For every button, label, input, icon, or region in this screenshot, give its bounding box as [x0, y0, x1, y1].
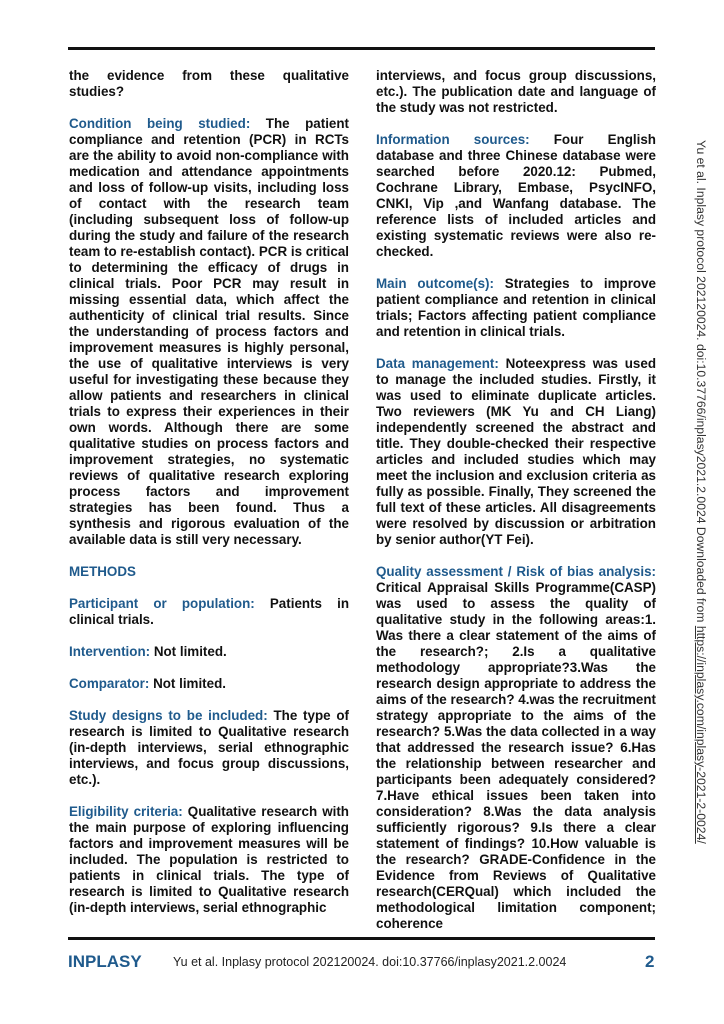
- intro-tail: the evidence from these qualitative studies?: [69, 68, 349, 99]
- section-label: Condition being studied:: [69, 116, 251, 131]
- methods-heading: METHODS: [69, 564, 136, 579]
- section-text: Noteexpress was used to manage the included studies. Firstly, it was used to eliminate duplicate articles. Two reviewers (MK Yu and CH Liang) independently screened the abstract and title. They double-checked their respective articles and included studies which may meet the inclusion and exclusion criteria as fully as possible. Finally, They screened the full text of these articles. All disagreements were resolved by discussion or arbitration by senior author(YT Fei).: [376, 356, 656, 547]
- section-condition: [69, 116, 349, 548]
- section-intervention: [69, 644, 349, 660]
- footer-brand: INPLASY: [68, 952, 142, 971]
- section-quality-assessment: [376, 564, 656, 932]
- right-column: [376, 68, 656, 948]
- section-text: Not limited.: [149, 676, 226, 691]
- section-information-sources: [376, 132, 656, 260]
- section-text: Critical Appraisal Skills Programme(CASP) was used to assess the quality of qualitative study in the following areas:1. Was there a clear statement of the aims of the research?; 2.Is a qualitative methodology appropriate?3.Was the research design appropriate to address the aims of the research? 4.was the recruitment strategy appropriate to the aims of the research? 5.Was the data collected in a way that addressed the research issue? 6.Has the relationship between researcher and participants been adequately considered? 7.Have ethical issues been taken into consideration? 8.Was the data analysis sufficiently rigorous? 9.Is there a clear statement of findings? 10.How valuable is the research? GRADE-Confidence in the Evidence from Reviews of Qualitative research(CERQual) which included the methodological limitation component; coherence: [376, 580, 656, 931]
- section-text: Strategies to improve patient compliance and retention in clinical trials; Factors affecting patient compliance and retention in clinical trials.: [376, 276, 656, 339]
- section-comparator: [69, 676, 349, 692]
- section-main-outcomes: [376, 276, 656, 340]
- section-text: Patients in clinical trials.: [69, 596, 350, 627]
- section-label: Study designs to be included:: [69, 708, 268, 723]
- section-label: Comparator:: [69, 676, 150, 691]
- side-download-note: [690, 140, 710, 900]
- section-eligibility: [69, 804, 349, 916]
- download-link[interactable]: https://inplasy.com/inplasy-2021-2-0024/: [694, 625, 708, 844]
- bottom-rule: [68, 937, 655, 940]
- section-label: Main outcome(s):: [376, 276, 494, 291]
- section-data-management: [376, 356, 656, 548]
- side-note-text: Yu et al. Inplasy protocol 202120024. doi:10.37766/inplasy2021.2.0024 Downloaded from: [694, 140, 708, 626]
- section-label: Quality assessment / Risk of bias analysis:: [376, 564, 656, 579]
- section-text: Four English database and three Chinese database were searched before 2020.12: Pubmed, Cochrane Library, Embase, PsycINFO, CNKI, Vip ,and Wanfang database. The reference lists of included articles and existing systematic reviews were also re-checked.: [376, 132, 656, 259]
- section-label: Information sources:: [376, 132, 530, 147]
- section-text: Not limited.: [150, 644, 227, 659]
- page-number: 2: [645, 952, 655, 971]
- section-label: Intervention:: [69, 644, 151, 659]
- left-column: [69, 68, 349, 932]
- section-label: Participant or population:: [69, 596, 255, 611]
- section-participant: [69, 596, 349, 628]
- section-text: Qualitative research with the main purpose of exploring influencing factors and improvement measures will be included. The population is restricted to patients in clinical trials. The type of research is limited to Qualitative research (in-depth interviews, serial ethnographic: [69, 804, 349, 915]
- section-study-designs: [69, 708, 349, 788]
- eligibility-tail: interviews, and focus group discussions, etc.). The publication date and language of the study was not restricted.: [376, 68, 656, 115]
- section-text: The type of research is limited to Qualitative research (in-depth interviews, serial ethnographic interviews, and focus group discussions, etc.).: [69, 708, 349, 787]
- section-label: Eligibility criteria:: [69, 804, 183, 819]
- section-label: Data management:: [376, 356, 499, 371]
- top-rule: [68, 47, 655, 50]
- section-text: The patient compliance and retention (PCR) in RCTs are the ability to avoid non-compliance with medication and attendance appointments and loss of follow-up visits, including loss of contact with the research team (including subsequent loss of follow-up during the study and failure of the research team to re-establish contact). PCR is critical to determining the efficacy of drugs in clinical trials. Poor PCR may result in missing essential data, which affect the authenticity of clinical trial results. Since the understanding of process factors and improvement measures is highly personal, the use of qualitative interviews is very useful for investigating these because they allow patients and researchers in clinical trials to express their experiences in their own words. Although there are some qualitative studies on process factors and improvement strategies, no systematic reviews of qualitative research exploring process factors and improvement strategies has been found. Thus a synthesis and rigorous evaluation of the available data is still very necessary.: [69, 116, 350, 547]
- footer-citation: Yu et al. Inplasy protocol 202120024. doi:10.37766/inplasy2021.2.0024: [173, 955, 567, 969]
